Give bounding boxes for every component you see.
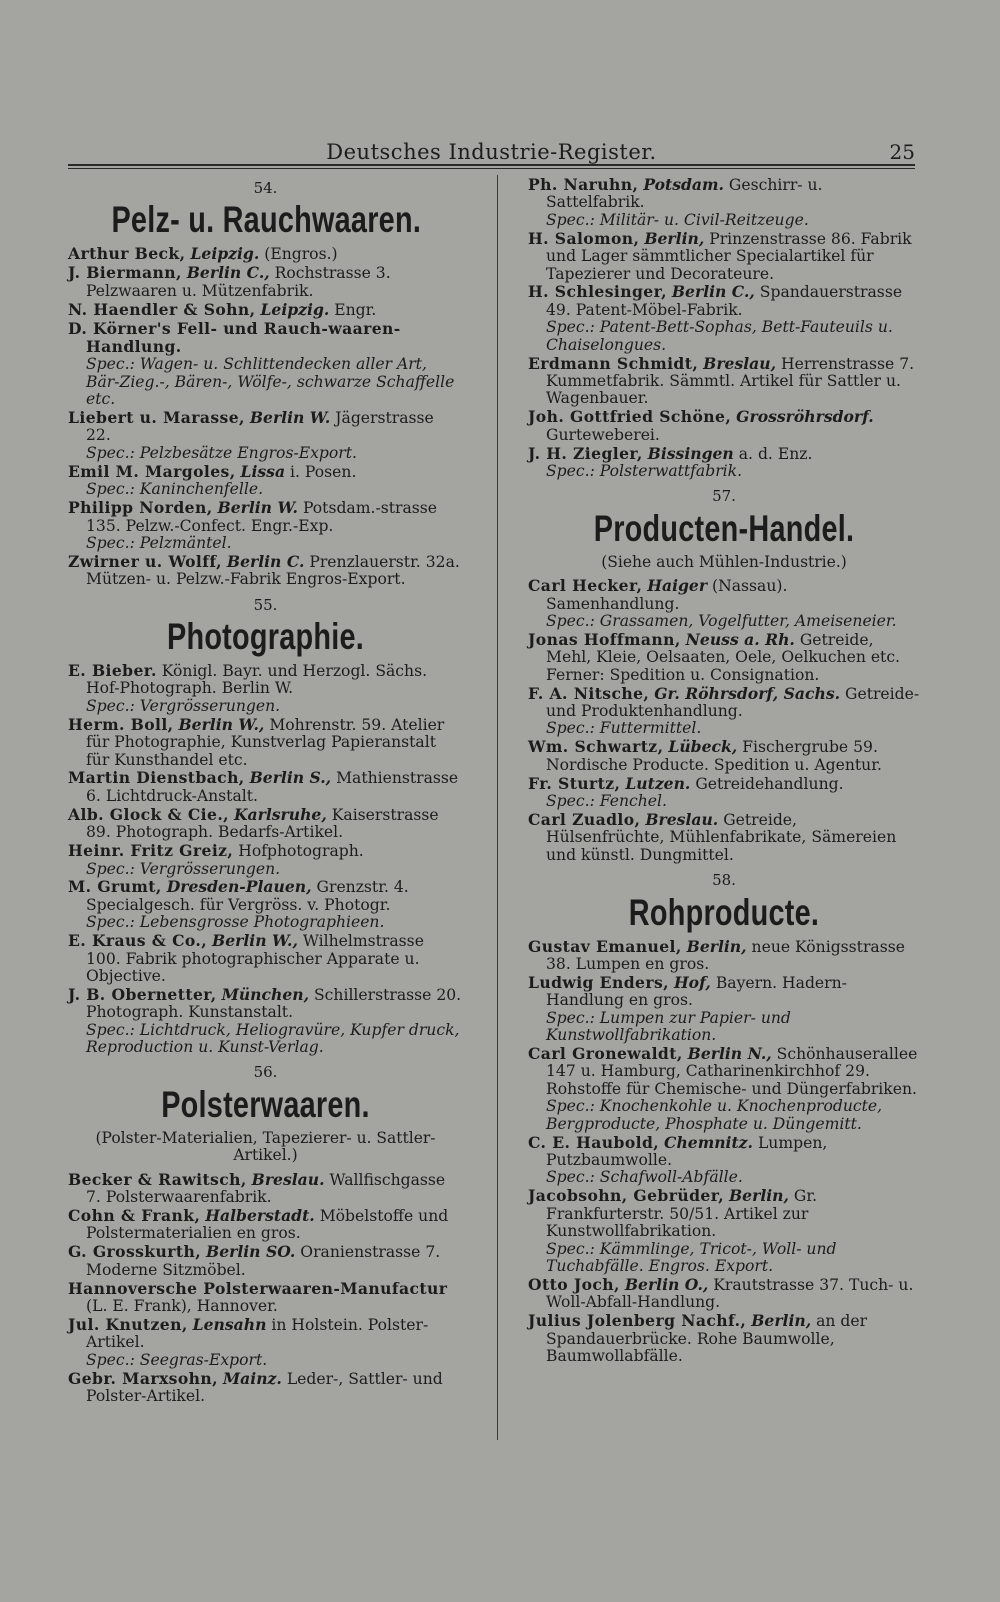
directory-entry: [68, 842, 463, 878]
firm-name: Jonas Hoffmann,: [528, 629, 681, 649]
firm-details: Bayern. Hadern-Handlung en gros.: [546, 973, 847, 1010]
section-title: Polsterwaaren.: [161, 1083, 370, 1125]
directory-entry: [68, 245, 463, 263]
entry-body: [528, 445, 920, 463]
firm-details: Schönhauserallee 147 u. Hamburg, Catharinenkirchhof 29. Rohstoffe für Chemische- und Düngerfabriken.: [546, 1045, 918, 1098]
entry-body: [528, 176, 920, 212]
directory-entry: [528, 408, 920, 444]
firm-name: E. Kraus & Co.,: [68, 931, 208, 951]
firm-details: Getreide- und Produktenhandlung.: [546, 684, 920, 721]
directory-entry: [528, 1187, 920, 1275]
firm-details: a. d. Enz.: [738, 444, 813, 463]
firm-speciality: Spec.: Lebensgrosse Photographieen.: [86, 913, 385, 932]
firm-name: Joh. Gottfried Schöne,: [528, 407, 732, 427]
section-entries: [528, 577, 920, 864]
firm-place: München,: [221, 984, 310, 1004]
firm-details: (Engros.): [264, 245, 338, 264]
firm-place: Potsdam.: [643, 175, 724, 194]
directory-entry: [68, 301, 463, 319]
firm-name: D. Körner's Fell- und Rauch-waaren-Handlung.: [68, 318, 401, 356]
entry-body: [68, 264, 463, 300]
directory-entry: [528, 1134, 920, 1187]
firm-speciality: Spec.: Polsterwattfabrik.: [546, 462, 743, 480]
firm-details: Mohrenstr. 59. Atelier für Photographie, Kunstverlag Papieranstalt für Kunsthandel etc.: [86, 715, 445, 769]
firm-name: Martin Dienstbach,: [68, 768, 245, 788]
directory-entry: [528, 631, 920, 684]
firm-place: Berlin,: [686, 936, 747, 956]
entry-body: [68, 878, 463, 914]
left-column: [68, 176, 463, 1406]
firm-name: F. A. Nitsche,: [528, 683, 650, 703]
entry-body: [528, 1134, 920, 1170]
firm-place: Berlin SO.: [206, 1242, 296, 1262]
directory-entry: [68, 806, 463, 842]
entry-body: [528, 631, 920, 684]
entry-body: [528, 775, 920, 793]
entry-body: [528, 1045, 920, 1098]
firm-place: Mainz.: [222, 1368, 282, 1388]
firm-name: Otto Joch,: [528, 1274, 620, 1294]
firm-details: Getreide, Mehl, Kleie, Oelsaaten, Oele, Oelkuchen etc. Ferner: Spedition u. Consignation.: [546, 630, 901, 684]
firm-name: Ludwig Enders,: [528, 972, 669, 992]
firm-details: an der Spandauerbrücke. Rohe Baumwolle, Baumwollabfälle.: [546, 1312, 868, 1365]
firm-place: Berlin W.: [249, 408, 331, 428]
entry-body: [68, 409, 463, 445]
firm-details: Hofphotograph.: [238, 842, 364, 861]
firm-details: Prenzlauerstr. 32a. Mützen- u. Pelzw.-Fabrik Engros-Export.: [86, 552, 460, 589]
entry-body: [68, 1207, 463, 1243]
firm-name: Gebr. Marxsohn,: [68, 1368, 218, 1388]
directory-entry: [68, 662, 463, 715]
firm-place: Gr. Röhrsdorf, Sachs.: [654, 683, 841, 703]
directory-entry: [68, 1171, 463, 1207]
firm-details: Geschirr- u. Sattelfabrik.: [546, 176, 823, 212]
firm-name: Liebert u. Marasse,: [68, 408, 245, 428]
firm-details: Lumpen, Putzbaumwolle.: [546, 1133, 828, 1169]
directory-entry: [528, 355, 920, 408]
firm-place: Haiger: [647, 576, 708, 596]
entry-body: [68, 553, 463, 589]
directory-entry: [68, 553, 463, 589]
firm-name: Carl Gronewaldt,: [528, 1044, 683, 1064]
entry-body: [68, 1280, 463, 1316]
section-number: 55.: [253, 595, 278, 614]
firm-speciality: Spec.: Patent-Bett-Sophas, Bett-Fauteuils u. Chaiselongues.: [546, 318, 893, 354]
firm-name: Jacobsohn, Gebrüder,: [528, 1186, 725, 1206]
firm-details: Wilhelmstrasse 100. Fabrik photographischer Apparate u. Objective.: [86, 932, 424, 985]
firm-name: Hannoversche Polsterwaaren-Manufactur: [68, 1278, 448, 1298]
firm-name: Arthur Beck,: [68, 244, 186, 264]
directory-entry: [68, 716, 463, 769]
section-title: Photographie.: [166, 616, 365, 658]
firm-place: Bissingen: [647, 443, 734, 463]
firm-name: Jul. Knutzen,: [68, 1314, 188, 1334]
firm-name: E. Bieber.: [68, 661, 157, 681]
firm-name: Emil M. Margoles,: [68, 461, 236, 481]
firm-place: Breslau.: [251, 1169, 325, 1189]
firm-speciality: Spec.: Grassamen, Vogelfutter, Ameiseneier.: [546, 612, 897, 631]
directory-entry: [68, 986, 463, 1057]
firm-speciality: Spec.: Knochenkohle u. Knochenproducte, Bergproducte, Phosphate u. Düngemitt.: [546, 1097, 883, 1133]
firm-place: Hof,: [673, 972, 711, 992]
firm-details: Wallfischgasse 7. Polsterwaarenfabrik.: [86, 1170, 446, 1207]
firm-name: H. Schlesinger,: [528, 282, 667, 302]
entry-body: [528, 738, 920, 774]
section-entries: [528, 938, 920, 1366]
directory-entry: [528, 1312, 920, 1365]
firm-place: Berlin C.,: [671, 282, 755, 302]
firm-place: Berlin,: [644, 228, 705, 248]
firm-place: Halberstadt.: [205, 1206, 315, 1225]
entry-body: [68, 806, 463, 842]
directory-entry: [528, 577, 920, 630]
entry-body: [528, 1312, 920, 1365]
entry-body: [68, 842, 463, 860]
firm-details: Mathienstrasse 6. Lichtdruck-Anstalt.: [86, 769, 459, 805]
firm-speciality: Spec.: Lumpen zur Papier- und Kunstwollfabrikation.: [546, 1008, 791, 1045]
entry-body: [528, 938, 920, 974]
right-column: [528, 176, 920, 1366]
firm-place: Lissa: [240, 461, 286, 481]
firm-place: Leipzig.: [190, 244, 260, 264]
directory-entry: [68, 409, 463, 462]
firm-details: Spandauerstrasse 49. Patent-Möbel-Fabrik.: [546, 283, 903, 319]
entry-body: [68, 986, 463, 1022]
firm-place: Berlin C.: [226, 551, 305, 571]
firm-speciality: Spec.: Futtermittel.: [546, 719, 702, 738]
firm-speciality: Spec.: Seegras-Export.: [86, 1350, 268, 1369]
firm-details: Möbelstoffe und Polstermaterialien en gros.: [86, 1207, 449, 1243]
firm-place: Neuss a. Rh.: [685, 629, 795, 649]
entry-body: [68, 320, 463, 357]
firm-name: J. Biermann,: [68, 263, 182, 283]
entry-body: [68, 499, 463, 535]
directory-entry: [68, 878, 463, 931]
firm-name: Alb. Glock & Cie.,: [68, 804, 229, 824]
running-title: Deutsches Industrie-Register.: [326, 140, 657, 164]
section-number: 56.: [253, 1063, 278, 1082]
firm-details: Krautstrasse 37. Tuch- u. Woll-Abfall-Handlung.: [546, 1275, 914, 1312]
firm-place: Berlin S.,: [249, 768, 332, 788]
entry-body: [68, 716, 463, 769]
firm-details: Jägerstrasse 22.: [86, 409, 434, 445]
firm-name: Erdmann Schmidt,: [528, 353, 699, 373]
firm-details: neue Königsstrasse 38. Lumpen en gros.: [546, 937, 905, 974]
firm-name: N. Haendler & Sohn,: [68, 299, 256, 319]
firm-details: Getreidehandlung.: [695, 774, 844, 793]
firm-details: Gurteweberei.: [546, 425, 660, 444]
section-number: 54.: [253, 179, 278, 197]
firm-speciality: Spec.: Wagen- u. Schlittendecken aller Art, Bär-Zieg.-, Bären-, Wölfe-, schwarze Schaffelle etc.: [86, 355, 455, 409]
firm-details: Leder-, Sattler- und Polster-Artikel.: [86, 1369, 443, 1406]
firm-speciality: Spec.: Kaninchenfelle.: [86, 480, 264, 499]
section-number: 58.: [712, 871, 736, 890]
firm-name: Philipp Norden,: [68, 498, 213, 518]
firm-details: Engr.: [334, 300, 377, 319]
directory-entry: [528, 176, 920, 229]
directory-entry: [68, 1370, 463, 1406]
firm-place: Berlin W.,: [178, 714, 265, 734]
entry-body: [528, 408, 920, 444]
firm-name: Fr. Sturtz,: [528, 773, 621, 793]
directory-entry: [68, 499, 463, 552]
firm-speciality: Spec.: Fenchel.: [546, 792, 667, 811]
firm-name: Zwirner u. Wolff,: [68, 551, 222, 571]
entry-body: [68, 769, 463, 805]
firm-place: Lübeck,: [668, 737, 738, 757]
column-divider: [497, 175, 498, 1440]
firm-details: Prinzenstrasse 86. Fabrik und Lager sämmtlicher Specialartikel für Tapezierer und Decorateure.: [546, 229, 912, 283]
firm-name: Carl Hecker,: [528, 576, 643, 596]
firm-speciality: Spec.: Kämmlinge, Tricot-, Woll- und Tuchabfälle. Engros. Export.: [546, 1239, 837, 1275]
entry-body: [528, 230, 920, 283]
directory-entry: [528, 445, 920, 481]
directory-entry: [68, 932, 463, 985]
firm-details: Gr. Frankfurterstr. 50/51. Artikel zur Kunstwollfabrikation.: [546, 1187, 818, 1241]
section-note: (Siehe auch Mühlen-Industrie.): [601, 552, 847, 571]
firm-name: Carl Zuadlo,: [528, 810, 641, 829]
firm-details: Kaiserstrasse 89. Photograph. Bedarfs-Artikel.: [86, 805, 439, 842]
firm-name: M. Grumt,: [68, 877, 162, 897]
directory-entry: [68, 1316, 463, 1369]
section-entries: [68, 245, 463, 588]
directory-entry: [528, 230, 920, 283]
firm-name: H. Salomon,: [528, 228, 640, 248]
firm-place: Grossröhrsdorf.: [736, 407, 874, 427]
entry-body: [68, 463, 463, 481]
firm-speciality: Spec.: Pelzbesätze Engros-Export.: [86, 443, 357, 462]
firm-details: Schillerstrasse 20. Photograph. Kunstanstalt.: [86, 985, 462, 1022]
directory-entry: [528, 811, 920, 864]
firm-details: Potsdam.-strasse 135. Pelzw.-Confect. Engr.-Exp.: [86, 499, 437, 535]
firm-name: G. Grosskurth,: [68, 1242, 202, 1262]
firm-details: Oranienstrasse 7. Moderne Sitzmöbel.: [86, 1243, 441, 1279]
entry-body: [528, 283, 920, 319]
firm-place: Berlin O.,: [624, 1274, 709, 1294]
firm-name: J. H. Ziegler,: [528, 443, 643, 463]
directory-entry: [528, 974, 920, 1045]
firm-place: Berlin,: [751, 1311, 812, 1331]
firm-details: in Holstein. Polster-Artikel.: [86, 1315, 429, 1352]
entry-body: [68, 301, 463, 319]
firm-details: Getreide, Hülsenfrüchte, Mühlenfabrikate, Sämereien und künstl. Dungmittel.: [546, 811, 897, 864]
firm-place: Lensahn: [192, 1314, 267, 1334]
directory-entry: [528, 938, 920, 974]
entry-body: [68, 662, 463, 698]
firm-speciality: Spec.: Vergrösserungen.: [86, 696, 281, 715]
firm-place: Lutzen.: [625, 773, 691, 793]
firm-details: Herrenstrasse 7. Kummetfabrik. Sämmtl. Artikel für Sattler u. Wagenbauer.: [546, 354, 915, 408]
directory-entry: [68, 320, 463, 409]
directory-entry: [528, 685, 920, 738]
header-rule: [68, 164, 915, 169]
entry-body: [68, 1370, 463, 1406]
directory-entry: [68, 264, 463, 300]
firm-place: Leipzig.: [260, 299, 330, 319]
section-note: (Polster-Materialien, Tapezierer- u. Sattler-Artikel.): [95, 1128, 436, 1165]
section-entries: [528, 176, 920, 480]
firm-place: Dresden-Plauen,: [166, 877, 312, 897]
directory-entry: [68, 769, 463, 805]
firm-place: Berlin C.,: [186, 263, 270, 283]
firm-speciality: Spec.: Pelzmäntel.: [86, 533, 232, 552]
firm-name: Herm. Boll,: [68, 714, 174, 734]
entry-body: [68, 245, 463, 263]
entry-body: [528, 577, 920, 613]
firm-details: Königl. Bayr. und Herzogl. Sächs. Hof-Photograph. Berlin W.: [86, 662, 428, 698]
firm-place: Karlsruhe,: [233, 804, 327, 824]
firm-place: Breslau,: [703, 353, 777, 373]
directory-entry: [528, 738, 920, 774]
entry-body: [528, 974, 920, 1010]
directory-entry: [528, 1276, 920, 1312]
firm-name: Heinr. Fritz Greiz,: [68, 841, 234, 861]
entry-body: [528, 355, 920, 408]
entry-body: [528, 685, 920, 721]
section-title: Producten-Handel.: [593, 507, 855, 549]
firm-name: Becker & Rawitsch,: [68, 1169, 247, 1189]
page-header: [68, 140, 915, 166]
entry-body: [528, 1276, 920, 1312]
firm-speciality: Spec.: Schafwoll-Abfälle.: [546, 1168, 743, 1187]
firm-place: Chemnitz.: [664, 1132, 753, 1152]
entry-body: [68, 932, 463, 985]
firm-name: Julius Jolenberg Nachf.,: [528, 1311, 747, 1331]
directory-entry: [528, 1045, 920, 1133]
section-title: Rohproducte.: [628, 891, 820, 933]
directory-entry: [528, 775, 920, 811]
entry-body: [528, 811, 920, 864]
firm-name: Gustav Emanuel,: [528, 936, 682, 956]
firm-name: J. B. Obernetter,: [68, 984, 217, 1004]
directory-entry: [68, 1280, 463, 1316]
firm-details: (Nassau). Samenhandlung.: [546, 577, 788, 613]
section-entries: [68, 662, 463, 1056]
firm-speciality: Spec.: Lichtdruck, Heliogravüre, Kupfer druck, Reproduction u. Kunst-Verlag.: [86, 1020, 460, 1057]
firm-place: Berlin,: [729, 1186, 789, 1206]
entry-body: [68, 1243, 463, 1279]
directory-entry: [68, 1243, 463, 1279]
firm-speciality: Spec.: Vergrösserungen.: [86, 859, 281, 878]
page-number: 25: [889, 140, 915, 164]
firm-place: Berlin W.,: [212, 931, 298, 951]
entry-body: [68, 1171, 463, 1207]
firm-details: Grenzstr. 4. Specialgesch. für Vergröss. v. Photogr.: [86, 878, 409, 914]
entry-body: [68, 1316, 463, 1352]
firm-place: Berlin N.,: [687, 1044, 772, 1064]
directory-entry: [68, 463, 463, 499]
directory-entry: [528, 283, 920, 354]
directory-entry: [68, 1207, 463, 1243]
firm-details: (L. E. Frank), Hannover.: [86, 1297, 278, 1316]
firm-name: Wm. Schwartz,: [528, 737, 664, 757]
section-title: Pelz- u. Rauchwaaren.: [111, 199, 422, 241]
firm-place: Breslau.: [645, 810, 719, 829]
firm-place: Berlin W.: [217, 498, 298, 518]
firm-details: Rochstrasse 3. Pelzwaaren u. Mützenfabrik.: [86, 264, 391, 300]
firm-speciality: Spec.: Militär- u. Civil-Reitzeuge.: [546, 210, 809, 229]
firm-details: i. Posen.: [290, 462, 357, 481]
firm-name: Cohn & Frank,: [68, 1206, 201, 1225]
firm-name: Ph. Naruhn,: [528, 175, 639, 194]
firm-details: Fischergrube 59. Nordische Producte. Spedition u. Agentur.: [546, 738, 882, 774]
section-entries: [68, 1171, 463, 1406]
entry-body: [528, 1187, 920, 1240]
firm-name: C. E. Haubold,: [528, 1132, 660, 1152]
section-number: 57.: [712, 487, 736, 506]
